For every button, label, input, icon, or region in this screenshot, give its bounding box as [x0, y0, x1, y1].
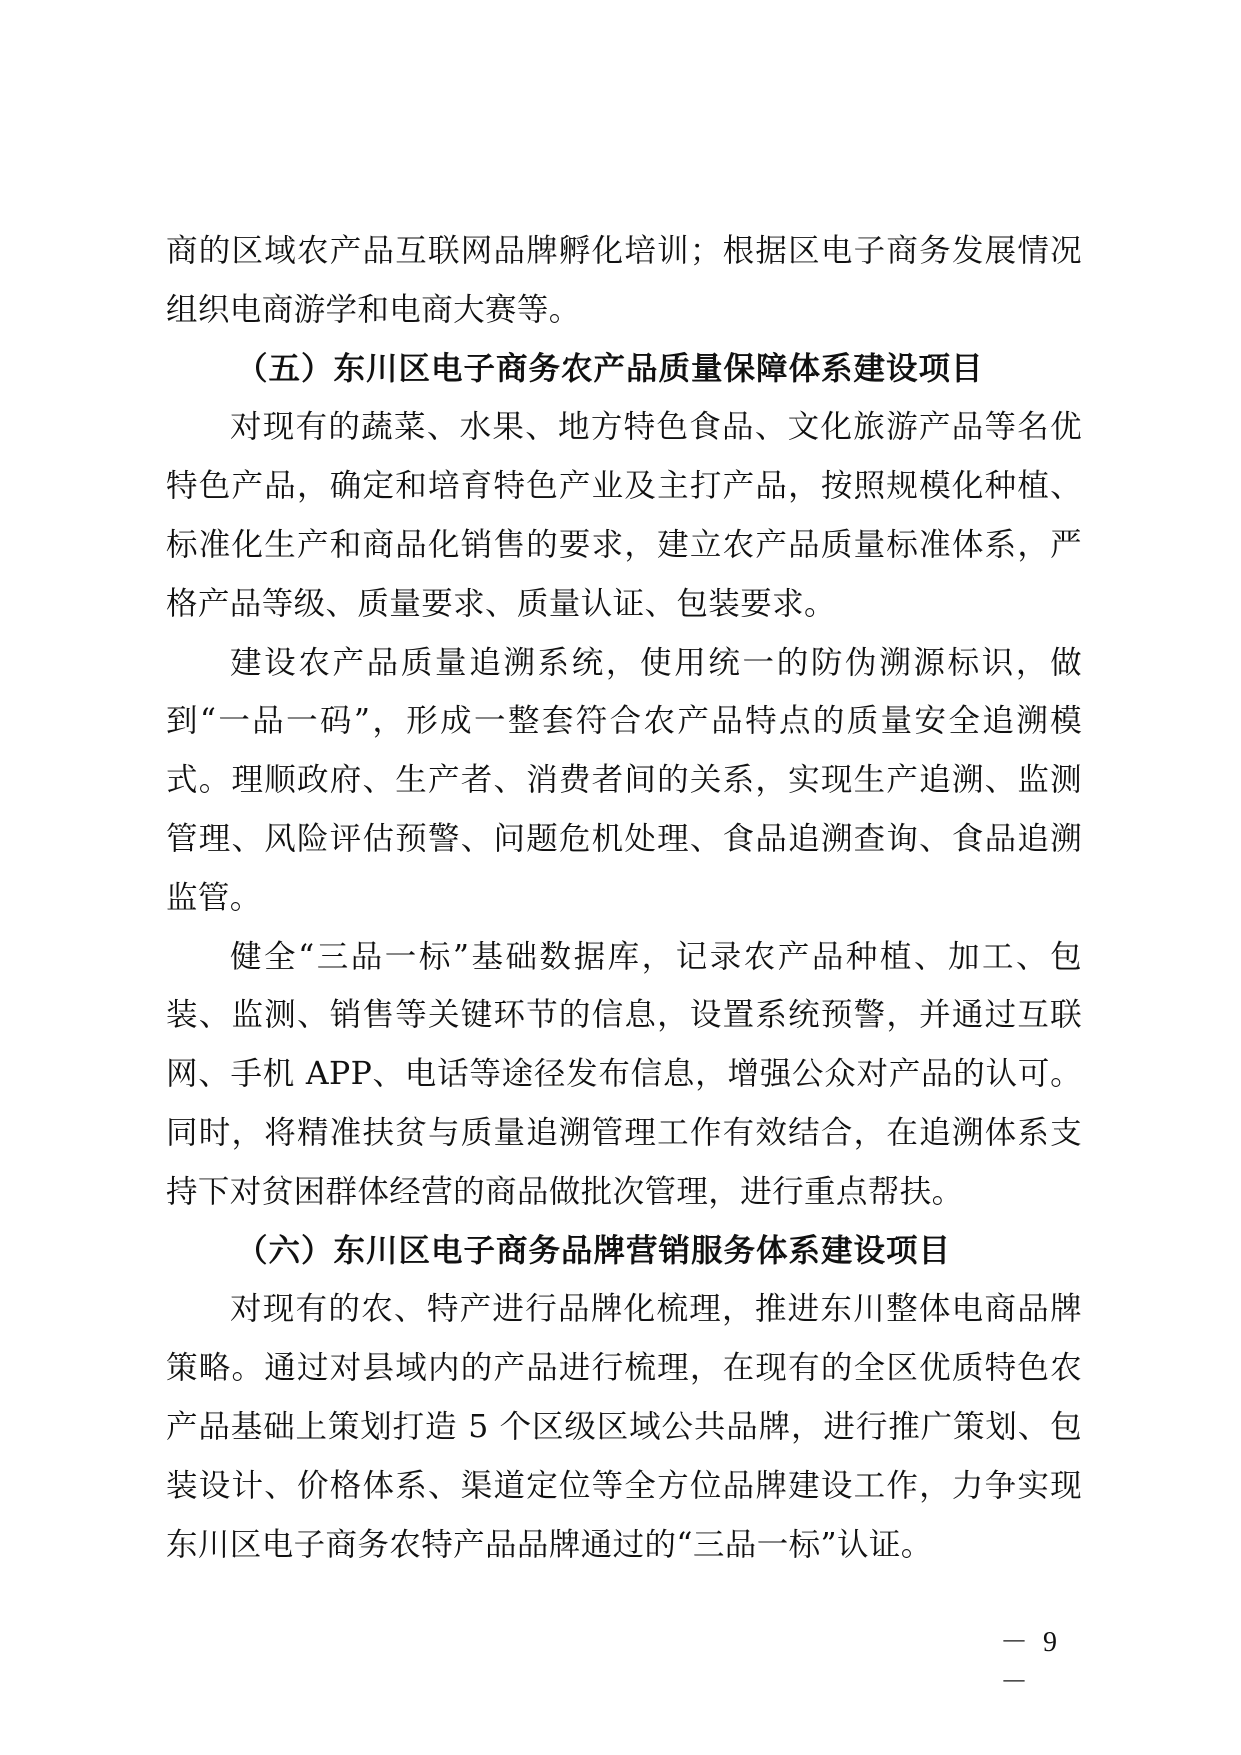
- page-number: － 9 －: [1000, 1627, 1062, 1698]
- document-body: [166, 222, 1082, 1574]
- paragraph-traceability-system: 建设农产品质量追溯系统，使用统一的防伪溯源标识，做到“一品一码”，形成一整套符合农产品特点的质量安全追溯模式。理顺政府、生产者、消费者间的关系，实现生产追溯、监测管理、风险评估预警、问题危机处理、食品追溯查询、食品追溯监管。: [166, 644, 1082, 916]
- paragraph-continuation: 商的区域农产品互联网品牌孵化培训；根据区电子商务发展情况组织电商游学和电商大赛等。: [166, 233, 1082, 328]
- paragraph-quality-standards: 对现有的蔬菜、水果、地方特色食品、文化旅游产品等名优特色产品，确定和培育特色产业及主打产品，按照规模化种植、标准化生产和商品化销售的要求，建立农产品质量标准体系，严格产品等级、质量要求、质量认证、包装要求。: [166, 409, 1082, 622]
- paragraph-database: 健全“三品一标”基础数据库，记录农产品种植、加工、包装、监测、销售等关键环节的信息，设置系统预警，并通过互联网、手机 APP、电话等途径发布信息，增强公众对产品的认可。同时，将精准扶贫与质量追溯管理工作有效结合，在追溯体系支持下对贫困群体经营的商品做批次管理，进行重点帮扶。: [166, 938, 1082, 1210]
- paragraph-brand-marketing: 对现有的农、特产进行品牌化梳理，推进东川整体电商品牌策略。通过对县域内的产品进行梳理，在现有的全区优质特色农产品基础上策划打造 5 个区级区域公共品牌，进行推广策划、包装设计、价格体系、渠道定位等全方位品牌建设工作，力争实现东川区电子商务农特产品品牌通过的“三品一标”认证。: [166, 1291, 1082, 1563]
- section-heading-six: （六）东川区电子商务品牌营销服务体系建设项目: [236, 1232, 952, 1269]
- section-heading-five: （五）东川区电子商务农产品质量保障体系建设项目: [236, 350, 984, 387]
